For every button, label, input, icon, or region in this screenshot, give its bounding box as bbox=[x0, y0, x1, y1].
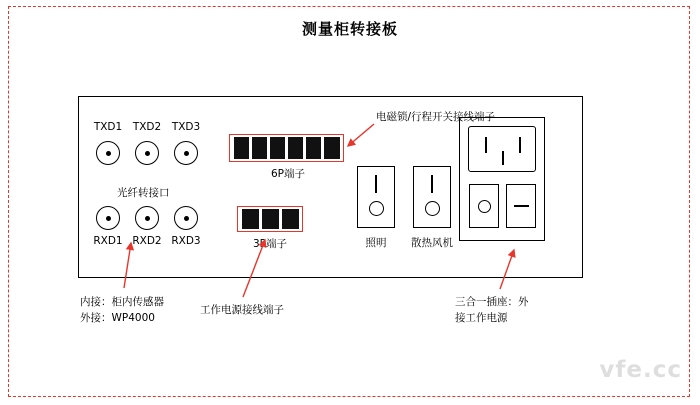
connector-label-rxd2: RXD2 bbox=[132, 235, 162, 247]
connector-rxd2[interactable] bbox=[135, 206, 159, 230]
power-switch[interactable] bbox=[506, 184, 536, 228]
terminal-block-3p[interactable] bbox=[237, 206, 303, 232]
terminal-pin bbox=[234, 137, 249, 159]
power-socket-module[interactable] bbox=[459, 117, 545, 241]
connector-txd2[interactable] bbox=[135, 141, 159, 165]
annotation-socket-line1: 三合一插座：外 bbox=[455, 296, 529, 308]
connector-rxd1[interactable] bbox=[96, 206, 120, 230]
iec-pin bbox=[485, 137, 487, 153]
connector-label-rxd3: RXD3 bbox=[171, 235, 201, 247]
annotation-external-wp4000: 外接：WP4000 bbox=[80, 312, 155, 324]
terminal-pin bbox=[252, 137, 267, 159]
iec-pin bbox=[502, 151, 504, 165]
terminal-pin bbox=[262, 209, 279, 229]
terminal-caption-3p: 3P端子 bbox=[252, 238, 287, 250]
power-dash-icon bbox=[514, 205, 529, 207]
switch-fan[interactable] bbox=[413, 166, 451, 228]
switch-bar-icon bbox=[431, 175, 433, 193]
connector-label-txd2: TXD2 bbox=[132, 121, 162, 133]
annotation-power-terminal: 工作电源接线端子 bbox=[200, 304, 284, 316]
fuse-ring-icon bbox=[478, 200, 491, 213]
connector-label-txd3: TXD3 bbox=[171, 121, 201, 133]
terminal-pin bbox=[242, 209, 259, 229]
terminal-pin bbox=[282, 209, 299, 229]
terminal-pin bbox=[270, 137, 285, 159]
terminal-pin bbox=[288, 137, 303, 159]
annotation-internal-sensor: 内接：柜内传感器 bbox=[80, 296, 164, 308]
switch-lighting[interactable] bbox=[357, 166, 395, 228]
annotation-solenoid-terminal: 电磁锁/行程开关接线端子 bbox=[376, 111, 496, 123]
page-title: 测量柜转接板 bbox=[301, 20, 398, 38]
terminal-pin bbox=[324, 137, 339, 159]
connector-txd1[interactable] bbox=[96, 141, 120, 165]
watermark: vfe.cc bbox=[599, 357, 682, 383]
connector-txd3[interactable] bbox=[174, 141, 198, 165]
connector-label-txd1: TXD1 bbox=[93, 121, 123, 133]
switch-label-lighting: 照明 bbox=[365, 237, 387, 249]
switch-label-fan: 散热风机 bbox=[411, 237, 453, 249]
connector-rxd3[interactable] bbox=[174, 206, 198, 230]
fiber-section-label: 光纤转接口 bbox=[117, 187, 170, 199]
terminal-pin bbox=[306, 137, 321, 159]
annotation-socket-line2: 接工作电源 bbox=[455, 312, 508, 324]
switch-circle-icon bbox=[425, 201, 440, 216]
switch-circle-icon bbox=[369, 201, 384, 216]
switch-bar-icon bbox=[375, 175, 377, 193]
fuse-holder[interactable] bbox=[469, 184, 499, 228]
terminal-block-6p[interactable] bbox=[229, 134, 344, 162]
iec-inlet-icon bbox=[468, 126, 536, 172]
connector-label-rxd1: RXD1 bbox=[93, 235, 123, 247]
terminal-caption-6p: 6P端子 bbox=[270, 168, 305, 180]
iec-pin bbox=[519, 137, 521, 153]
